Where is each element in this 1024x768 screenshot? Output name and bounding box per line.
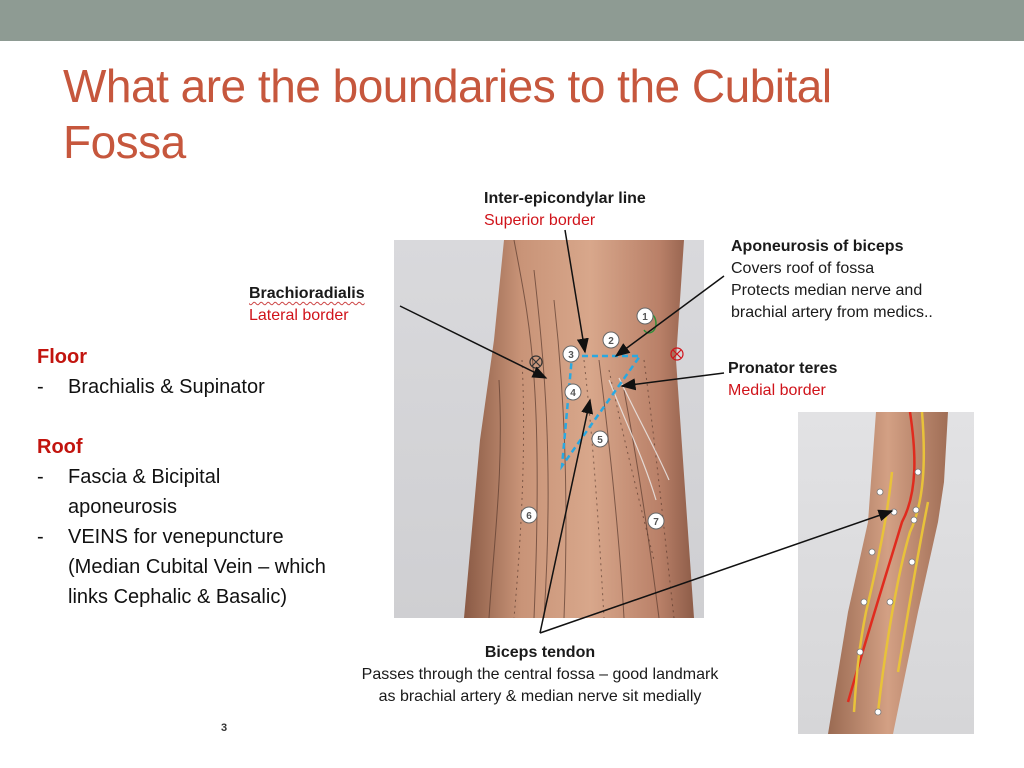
marker-1: 1: [642, 312, 648, 323]
roof-item-text: Fascia & Bicipital: [68, 466, 221, 488]
floor-item: [37, 372, 417, 402]
biceps-desc-2: as brachial artery & median nerve sit medially: [378, 688, 702, 705]
pronator-desc: Medial border: [728, 382, 826, 399]
biceps-desc-1: Passes through the central fossa – good landmark: [361, 666, 719, 683]
pronator-teres-label: [728, 358, 837, 402]
roof-item-text: VEINS for venepuncture: [68, 526, 284, 548]
floor-heading: Floor: [37, 346, 87, 368]
brachioradialis-desc: Lateral border: [249, 307, 349, 324]
aponeurosis-desc-1: Covers roof of fossa: [731, 260, 875, 277]
roof-heading: Roof: [37, 436, 83, 458]
title-line-2: Fossa: [63, 116, 186, 168]
brachioradialis-name: Brachioradialis: [249, 285, 365, 302]
brachioradialis-label: [249, 283, 365, 327]
roof-item-text: aponeurosis: [68, 496, 177, 518]
inter-epicondylar-name: Inter-epicondylar line: [484, 190, 646, 207]
slide-title: [63, 58, 963, 170]
aponeurosis-name: Aponeurosis of biceps: [731, 238, 904, 255]
notes-panel: [37, 342, 417, 612]
aponeurosis-desc-2: Protects median nerve and: [731, 282, 923, 299]
slide-number: 3: [221, 722, 228, 734]
biceps-tendon-label: [318, 642, 762, 708]
inter-epicondylar-label: [484, 188, 646, 232]
marker-4: 4: [570, 388, 576, 399]
aponeurosis-desc-3: brachial artery from medics..: [731, 304, 933, 321]
cubital-fossa-photo: [394, 240, 704, 618]
bullet-dash: -: [37, 526, 44, 548]
bullet-dash: -: [37, 466, 44, 488]
marker-6: 6: [526, 511, 532, 522]
aponeurosis-label: [731, 236, 933, 324]
title-line-1: What are the boundaries to the Cubital: [63, 60, 832, 112]
pronator-name: Pronator teres: [728, 360, 838, 377]
biceps-name: Biceps tendon: [484, 644, 596, 661]
floor-item-text: Brachialis & Supinator: [68, 376, 265, 398]
top-bar: [0, 0, 1024, 41]
bullet-dash: -: [37, 376, 44, 398]
inter-epicondylar-desc: Superior border: [484, 212, 596, 229]
roof-item-fascia: [37, 462, 417, 522]
arm-vessels-photo: [798, 412, 974, 734]
roof-item-text: (Median Cubital Vein – which: [68, 556, 326, 578]
marker-2: 2: [608, 336, 614, 347]
marker-5: 5: [597, 435, 603, 446]
marker-7: 7: [653, 517, 659, 528]
roof-item-text: links Cephalic & Basalic): [68, 586, 287, 608]
roof-item-veins: [37, 522, 417, 612]
marker-3: 3: [568, 350, 574, 361]
